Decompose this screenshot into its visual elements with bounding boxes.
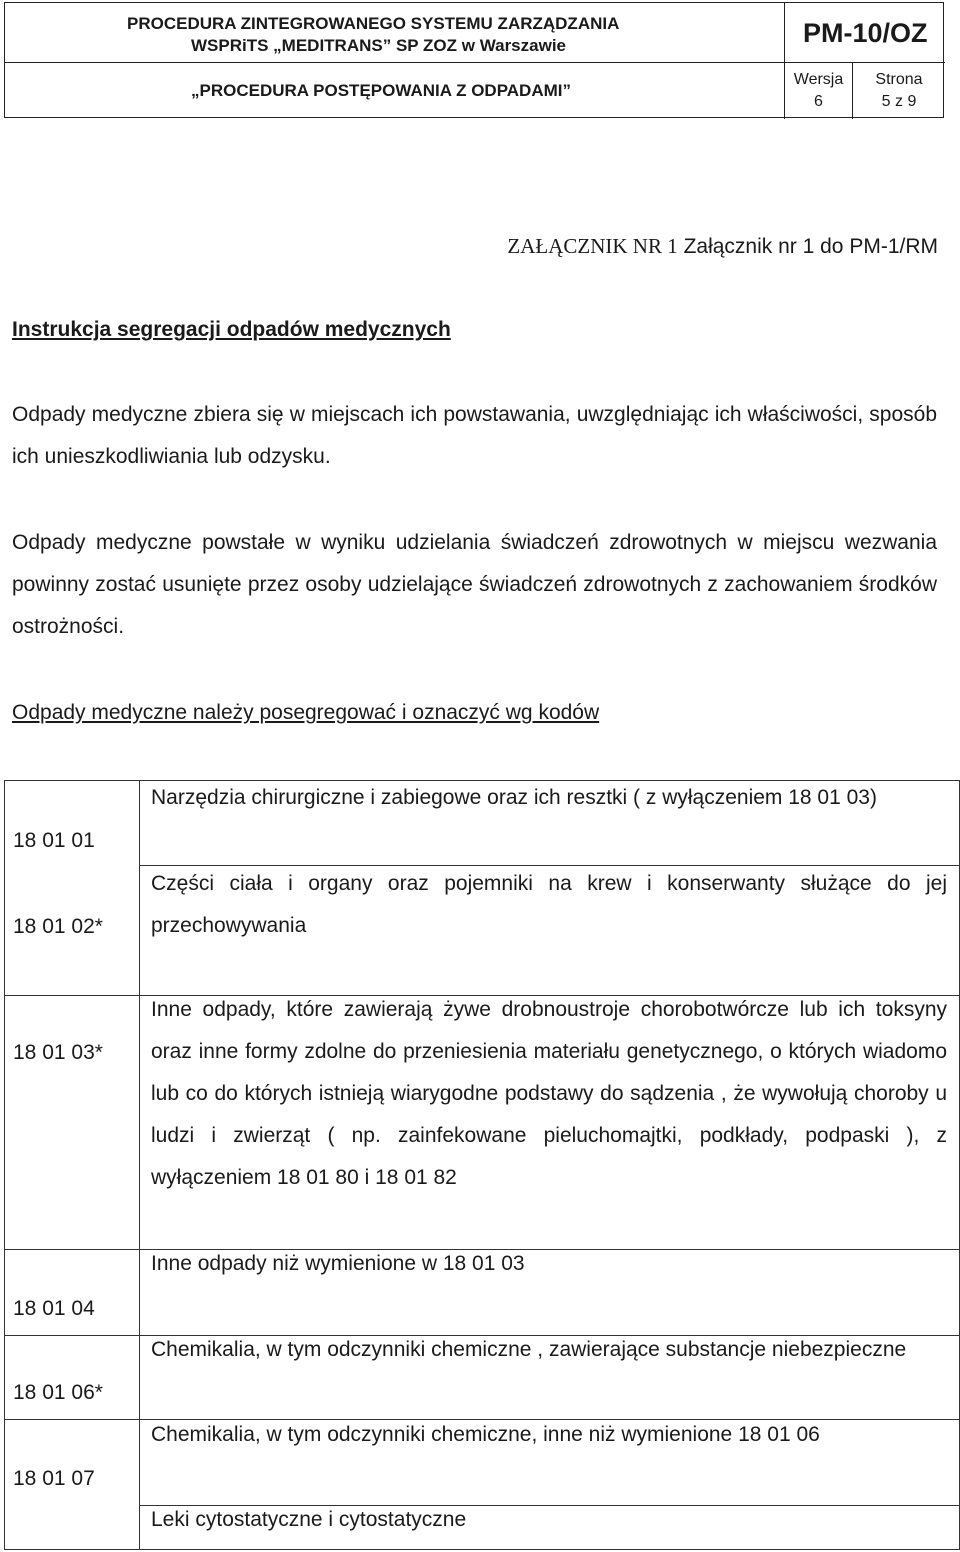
page-value: 5 z 9 bbox=[881, 93, 917, 110]
waste-code: 18 01 03* bbox=[13, 1041, 103, 1064]
annex-text: Załącznik nr 1 do PM-1/RM bbox=[683, 235, 938, 258]
paragraph-segregation-intro: Odpady medyczne należy posegregować i oznaczyć wg kodów bbox=[12, 701, 600, 724]
header-page-cell bbox=[853, 63, 945, 119]
waste-description: Leki cytostatyczne i cytostatyczne bbox=[151, 1508, 467, 1531]
header-code-cell bbox=[785, 3, 945, 63]
waste-code: 18 01 06* bbox=[13, 1381, 103, 1404]
document-code: PM-10/OZ bbox=[803, 18, 928, 48]
table-column-divider bbox=[139, 781, 140, 1549]
version-label: Wersja bbox=[793, 71, 844, 88]
org-name-line2: WSPRiTS „MEDITRANS” SP ZOZ w Warszawie bbox=[191, 36, 566, 55]
paragraph-collection: Odpady medyczne zbiera się w miejscach ich powstawania, uwzględniając ich właściwości, sposób ich unieszkodliwiania lub odzysku. bbox=[12, 403, 937, 468]
waste-description: Inne odpady niż wymienione w 18 01 03 bbox=[151, 1252, 525, 1275]
org-name-line1: PROCEDURA ZINTEGROWANEGO SYSTEMU ZARZĄDZANIA bbox=[127, 14, 620, 33]
waste-code: 18 01 02* bbox=[13, 915, 103, 938]
section-heading: Instrukcja segregacji odpadów medycznych bbox=[12, 318, 451, 341]
waste-codes-table bbox=[4, 780, 960, 1550]
waste-code: 18 01 01 bbox=[13, 829, 95, 852]
waste-description: Chemikalia, w tym odczynniki chemiczne , zawierające substancje niebezpieczne bbox=[151, 1338, 907, 1361]
waste-code: 18 01 07 bbox=[13, 1467, 95, 1490]
page-label: Strona bbox=[875, 71, 923, 88]
waste-description: Narzędzia chirurgiczne i zabiegowe oraz ich resztki ( z wyłączeniem 18 01 03) bbox=[151, 786, 877, 809]
paragraph-field-waste: Odpady medyczne powstałe w wyniku udzielania świadczeń zdrowotnych w miejscu wezwania powinny zostać usunięte przez osoby udzielające świadczeń zdrowotnych z zachowaniem środków ostrożności. bbox=[12, 531, 937, 638]
header-org-cell bbox=[5, 3, 785, 63]
procedure-title: „PROCEDURA POSTĘPOWANIA Z ODPADAMI” bbox=[191, 81, 571, 100]
waste-description: Inne odpady, które zawierają żywe drobnoustroje chorobotwórcze lub ich toksyny oraz inne formy zdolne do przeniesienia materiału genetycznego, o których wiadomo lub co do których istnieją wiarygodne podstawy do sądzenia , że wywołują choroby u ludzi i zwierząt ( np. zainfekowane pieluchomajtki, podkłady, podpaski ), z wyłączeniem 18 01 80 i 18 01 82 bbox=[151, 998, 947, 1189]
waste-description: Chemikalia, w tym odczynniki chemiczne, inne niż wymienione 18 01 06 bbox=[151, 1423, 820, 1446]
document-header bbox=[4, 2, 944, 118]
waste-description: Części ciała i organy oraz pojemniki na krew i konserwanty służące do jej przechowywania bbox=[151, 872, 947, 937]
waste-code: 18 01 04 bbox=[13, 1297, 95, 1320]
header-version-cell bbox=[785, 63, 853, 119]
annex-label: ZAŁĄCZNIK NR 1 bbox=[507, 234, 678, 258]
annex-reference bbox=[507, 234, 938, 259]
version-value: 6 bbox=[814, 93, 823, 110]
header-procedure-cell bbox=[5, 63, 785, 119]
